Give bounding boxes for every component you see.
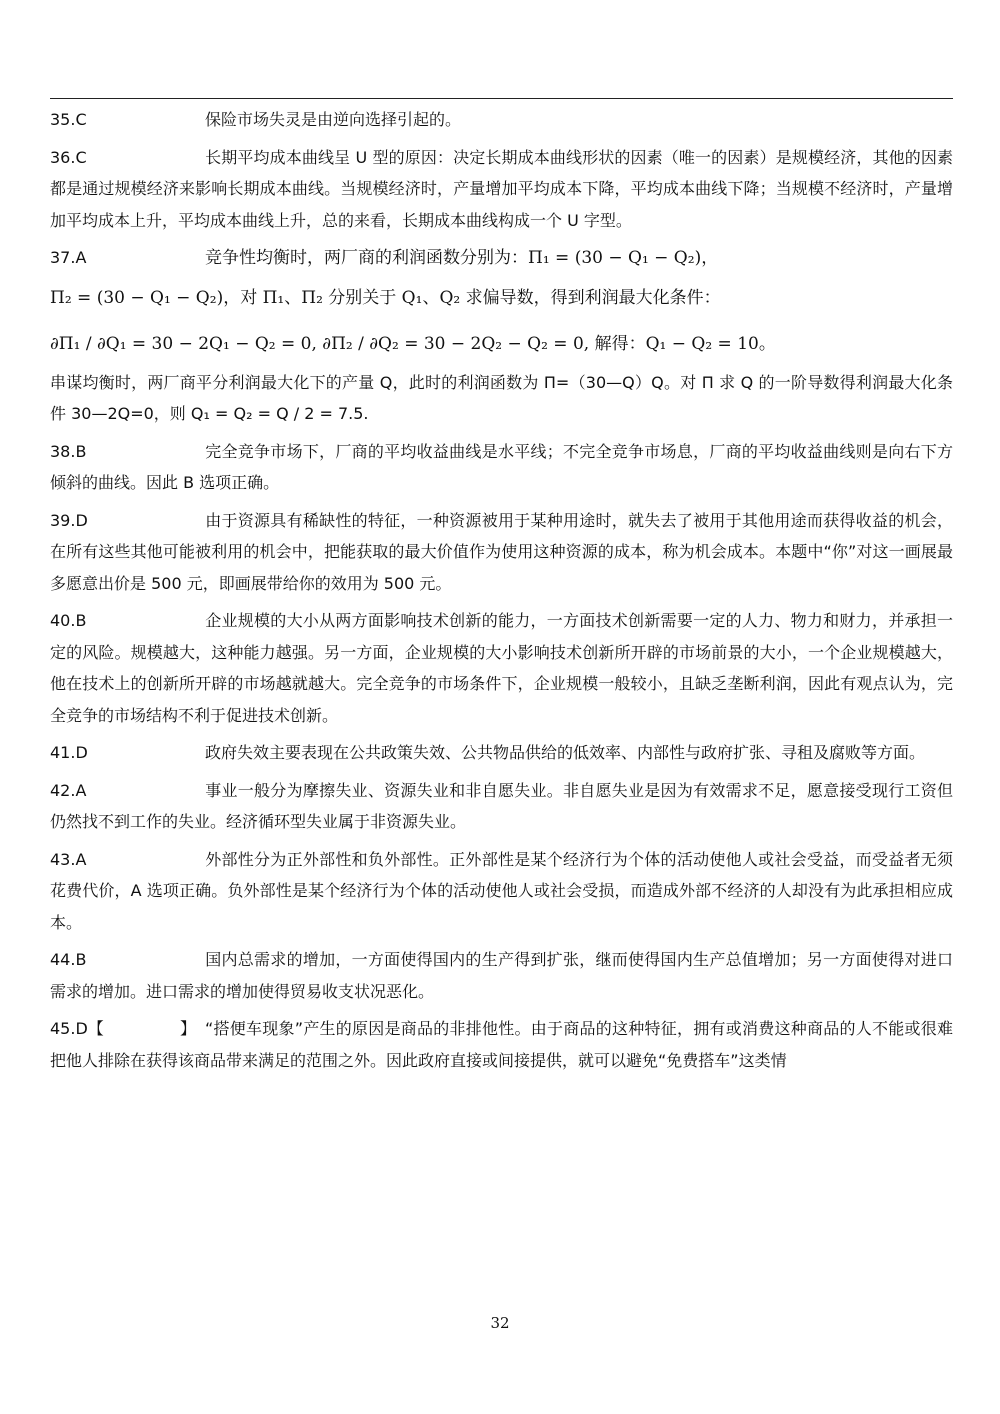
answer-42 — [50, 775, 953, 838]
answer-label: 44.B — [50, 950, 87, 969]
answer-label: 37.A — [50, 248, 87, 267]
math-line: Π₂ = (30 − Q₁ − Q₂)，对 Π₁、Π₂ 分别关于 Q₁、Q₂ 求偏导数，得到利润最大化条件： — [50, 287, 721, 308]
math-line: ∂Π₁ / ∂Q₁ = 30 − 2Q₁ − Q₂ = 0, ∂Π₂ / ∂Q₂ = 30 − 2Q₂ − Q₂ = 0, 解得：Q₁ − Q₂ = 10。 — [50, 333, 776, 354]
answer-label: 42.A — [50, 780, 87, 800]
header-rule — [50, 98, 953, 99]
answer-39 — [50, 505, 953, 600]
answer-label: 45.D【 】 — [50, 1019, 197, 1038]
answer-text: 完全竞争市场下，厂商的平均收益曲线是水平线；不完全竞争市场息，厂商的平均收益曲线则是向右下方倾斜的曲线。因此 B 选项正确。 — [50, 441, 953, 492]
answer-text: “搭便车现象”产生的原因是商品的非排他性。由于商品的这种特征，拥有或消费这种商品的人不能或很难把他人排除在获得该商品带来满足的范围之外。因此政府直接或间接提供，就可以避免“免费搭车”这类情 — [50, 1019, 953, 1070]
answer-41 — [50, 737, 953, 769]
answer-text: 外部性分为正外部性和负外部性。正外部性是某个经济行为个体的活动使他人或社会受益，而受益者无须花费代价，A 选项正确。负外部性是某个经济行为个体的活动使他人或社会受损，而造成外部不经济的人却没有为此承担相应成本。 — [50, 849, 953, 932]
answer-text: 政府失效主要表现在公共政策失效、公共物品供给的低效率、内部性与政府扩张、寻租及腐败等方面。 — [205, 743, 926, 762]
answer-label: 43.A — [50, 849, 87, 869]
answer-45 — [50, 1013, 953, 1076]
answer-label: 40.B — [50, 611, 87, 630]
answer-44 — [50, 944, 953, 1007]
answer-label: 35.C — [50, 110, 87, 129]
answer-40 — [50, 605, 953, 731]
answer-35 — [50, 104, 953, 136]
answer-label: 41.D — [50, 743, 88, 762]
answer-label: 39.D — [50, 510, 88, 530]
answer-label: 38.B — [50, 441, 87, 461]
answer-38 — [50, 436, 953, 499]
answer-36 — [50, 142, 953, 237]
answer-text: 事业一般分为摩擦失业、资源失业和非自愿失业。非自愿失业是因为有效需求不足，愿意接受现行工资但仍然找不到工作的失业。经济循环型失业属于非资源失业。 — [50, 780, 953, 831]
answer-text: 国内总需求的增加，一方面使得国内的生产得到扩张，继而使得国内生产总值增加；另一方面使得对进口需求的增加。进口需求的增加使得贸易收支状况恶化。 — [50, 950, 953, 1001]
answer-text: 长期平均成本曲线呈 U 型的原因：决定长期成本曲线形状的因素（唯一的因素）是规模经济，其他的因素都是通过规模经济来影响长期成本曲线。当规模经济时，产量增加平均成本下降，平均成本曲线下降；当规模不经济时，产量增加平均成本上升，平均成本曲线上升，总的来看，长期成本曲线构成一个 U 字型。 — [50, 147, 953, 230]
answer-list — [50, 104, 953, 1082]
answer-text: 保险市场失灵是由逆向选择引起的。 — [205, 110, 462, 129]
answer-43 — [50, 844, 953, 939]
answer-label: 36.C — [50, 147, 87, 167]
answer-text: 企业规模的大小从两方面影响技术创新的能力，一方面技术创新需要一定的人力、物力和财力，并承担一定的风险。规模越大，这种能力越强。另一方面，企业规模的大小影响技术创新所开辟的市场前景的大小，一个企业规模越大，他在技术上的创新所开辟的市场越就越大。完全竞争的市场条件下，企业规模一般较小，且缺乏垄断利润，因此有观点认为，完全竞争的市场结构不利于促进技术创新。 — [50, 611, 953, 725]
answer-text: 由于资源具有稀缺性的特征，一种资源被用于某种用途时，就失去了被用于其他用途而获得收益的机会，在所有这些其他可能被利用的机会中，把能获取的最大价值作为使用这种资源的成本，称为机会成本。本题中“你”对这一画展最多愿意出价是 500 元，即画展带给你的效用为 500 元。 — [50, 510, 953, 593]
answer-text: 串谋均衡时，两厂商平分利润最大化下的产量 Q，此时的利润函数为 Π=（30—Q）Q。对 Π 求 Q 的一阶导数得利润最大化条件 30—2Q=0，则 Q₁ = Q₂ = Q / 2 = 7.5. — [50, 372, 953, 423]
page-number: 32 — [490, 1314, 510, 1332]
answer-37 — [50, 242, 953, 430]
answer-text: 竞争性均衡时，两厂商的利润函数分别为：Π₁ = (30 − Q₁ − Q₂)， — [205, 248, 719, 268]
